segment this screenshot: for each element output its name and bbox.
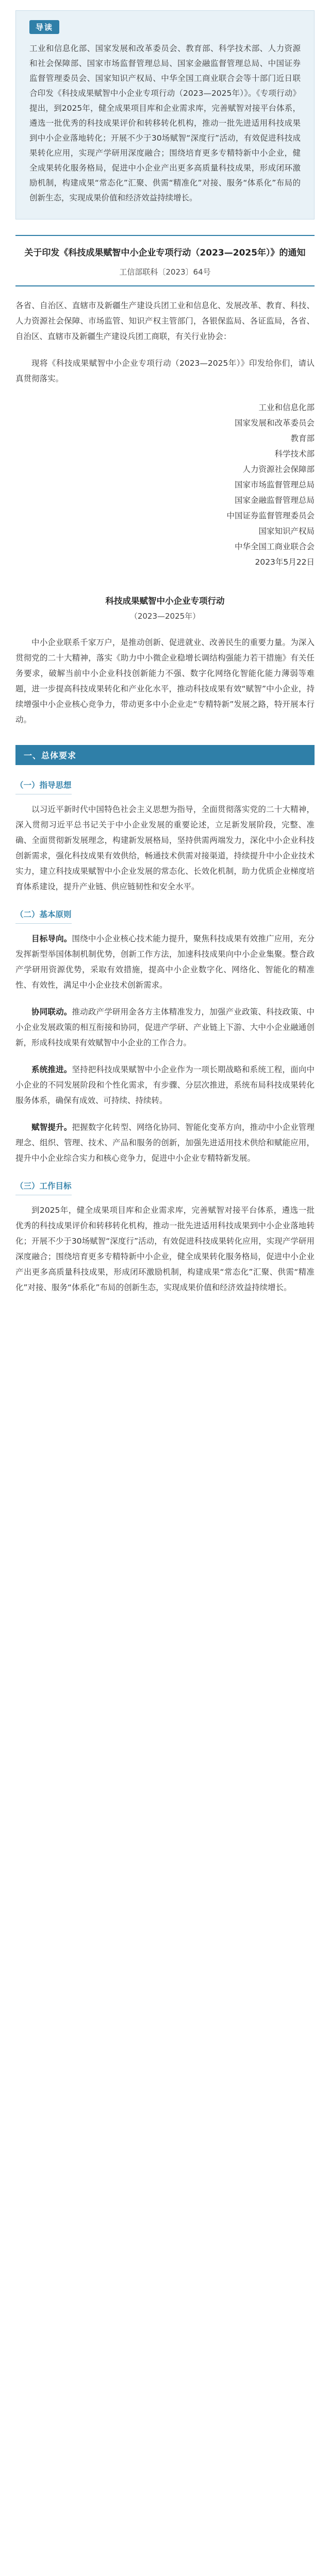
subsection-heading: （二）基本原则 (15, 907, 72, 924)
goal-text: 到2025年，健全成果项目库和企业需求库，完善赋智对接平台体系，遴选一批优秀的科技成果评价和转移转化机构，推动一批先进适用科技成果到中小企业落地转化；开展不少于30场赋智“深度行”活动，有效促进科技成果转化应用，实现产学研用深度融合；围绕培育更多专精特新中小企业，健全成果转化服务格局，促进中小企业产出更多高质量科技成果，形成闭环激励机制，构建成果“常态化”汇聚、供需“精准化”对接、服务“体系化”布局的创新生态，实现成果价值和经济效益持续增长。 (15, 1206, 315, 1292)
notice-header (15, 235, 315, 286)
signer: 科学技术部 (274, 449, 315, 459)
principle-lead: 目标导向。 (31, 934, 72, 943)
principle-paragraph (15, 1120, 315, 1166)
lead-box (15, 10, 315, 219)
subsection-heading: （三）工作目标 (15, 1178, 72, 1195)
signer: 国家市场监督管理总局 (234, 480, 315, 489)
signer: 中华全国工商业联合会 (234, 542, 315, 551)
principle-paragraph (15, 931, 315, 993)
principle-lead: 赋智提升。 (31, 1123, 72, 1132)
signer: 人力资源社会保障部 (242, 465, 315, 474)
signer: 国家发展和改革委员会 (234, 418, 315, 428)
signers (15, 400, 315, 570)
principle-paragraph (15, 1062, 315, 1108)
notice-intro: 现将《科技成果赋智中小企业专项行动（2023—2025年）》印发给你们，请认真贯彻落实。 (15, 359, 315, 383)
signer: 国家金融监督管理总局 (234, 496, 315, 505)
addressees: 各省、自治区、直辖市及新疆生产建设兵团工业和信息化、发展改革、教育、科技、人力资源社会保障、市场监管、知识产权主管部门，各银保监局、各证监局，各省、自治区、直辖市及新疆生产建设兵团工商联，有关行业协会： (15, 301, 315, 341)
principle-text: 把握数字化转型、网络化协同、智能化变革方向，推动中小企业管理理念、组织、管理、技术、产品和服务的创新，加强先进适用技术供给和赋能应用，提升中小企业综合实力和核心竞争力，促进中小企业专精特新发展。 (15, 1123, 315, 1163)
sign-date: 2023年5月22日 (255, 557, 315, 567)
notice-title: 关于印发《科技成果赋智中小企业专项行动（2023—2025年）》的通知 (24, 248, 306, 258)
article-page (0, 10, 330, 1316)
signer: 教育部 (290, 434, 315, 443)
signer: 中国证券监督管理委员会 (226, 511, 315, 520)
principle-lead: 系统推进。 (31, 1065, 72, 1074)
signer: 工业和信息化部 (258, 403, 315, 412)
subsection-heading: （一）指导思想 (15, 777, 72, 794)
notice-docno: 工信部联科〔2023〕64号 (119, 267, 211, 277)
lead-tag: 导读 (29, 20, 59, 34)
principle-paragraph (15, 1004, 315, 1050)
plan-title: 科技成果赋智中小企业专项行动 (105, 596, 225, 606)
plan-subtitle: （2023—2025年） (129, 612, 201, 621)
plan-preface: 中小企业联系千家万户，是推动创新、促进就业、改善民生的重要力量。为深入贯彻党的二十大精神，落实《助力中小微企业稳增长调结构强能力若干措施》有关任务要求，破解当前中小企业科技创新能力不强、数字化网络化智能化能力薄弱等难题，进一步提高科技成果转化和产业化水平，推动科技成果有效“赋智”中小企业，持续增强中小企业核心竞争力，带动更多中小企业走“专精特新”发展之路，特开展本行动。 (15, 638, 315, 724)
principle-text: 坚持把科技成果赋智中小企业作为一项长期战略和系统工程，面向中小企业的不同发展阶段和个性化需求，有步骤、分层次推进，系统布局科技成果转化服务体系，确保有成效、可持续、持续转。 (15, 1065, 315, 1105)
plan-heading (15, 594, 315, 623)
lead-text: 工业和信息化部、国家发展和改革委员会、教育部、科学技术部、人力资源和社会保障部、国家市场监督管理总局、国家金融监督管理总局、中国证券监督管理委员会、国家知识产权局、中华全国工商业联合会等十部门近日联合印发《科技成果赋智中小企业专项行动（2023—2025年）》。《专项行动》提出，到2025年，健全成果项目库和企业需求库，完善赋智对接平台体系，遴选一批优秀的科技成果评价和转移转化机构，推动一批先进适用科技成果到中小企业落地转化；开展不少于30场赋智“深度行”活动，有效促进科技成果转化应用，实现产学研用深度融合；围绕培育更多专精特新中小企业，健全成果转化服务格局，促进中小企业产出更多高质量科技成果，形成闭环激励机制，构建成果“常态化”汇聚、供需“精准化”对接、服务“体系化”布局的创新生态，实现成果价值和经济效益持续增长。 (29, 44, 301, 202)
principle-text: 推动政产学研用金各方主体精准发力，加强产业政策、科技政策、中小企业发展政策的相互衔接和协同，促进产学研、产业链上下游、大中小企业融通创新，形成科技成果有效赋智中小企业的工作合力。 (15, 1007, 315, 1047)
principle-lead: 协同联动。 (31, 1007, 72, 1016)
signer: 国家知识产权局 (258, 527, 315, 536)
section-heading: 一、总体要求 (15, 745, 315, 765)
principle-text: 围绕中小企业核心技术能力提升，聚焦科技成果有效推广应用，充分发挥新型举国体制机制优势，创新工作方法，加速科技成果向中小企业集聚。整合政产学研用资源优势，采取有效措施，提高中小企业数字化、网络化、智能化的精准性、有效性，满足中小企业技术创新需求。 (15, 934, 315, 990)
guiding-text: 以习近平新时代中国特色社会主义思想为指导，全面贯彻落实党的二十大精神，深入贯彻习近平总书记关于中小企业发展的重要论述，立足新发展阶段，完整、准确、全面贯彻新发展理念，构建新发展格局，坚持供需两端发力，深化中小企业科技创新需求，强化科技成果有效供给，畅通技术供需对接渠道，持续提升中小企业技术实力，建立科技成果赋智中小企业发展的常态化、长效化机制，助力优质企业梯度培育体系建设，提升产业链、供应链韧性和安全水平。 (15, 805, 315, 891)
